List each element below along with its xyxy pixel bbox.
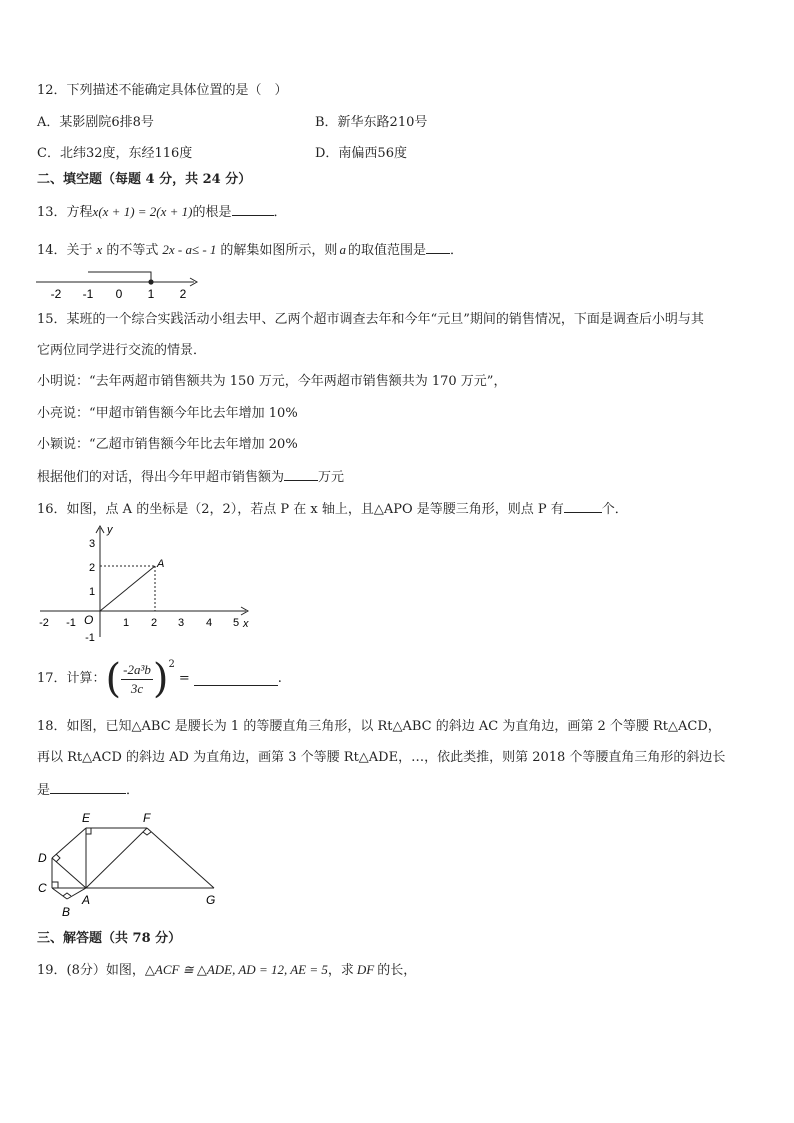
q18-label-c: C	[38, 881, 47, 895]
q16-stem-text: 16．如图，点 A 的坐标是（2，2），若点 P 在 x 轴上，且△APO 是等腰三角形，则点 P 有	[37, 502, 564, 517]
q18-line-3-text: 是	[37, 783, 51, 798]
q17-left-paren: (	[105, 656, 122, 702]
q18-label-d: D	[38, 851, 47, 865]
q12-stem: 12．下列描述不能确定具体位置的是（ ）	[37, 83, 288, 98]
q18-line-3	[37, 780, 139, 800]
q16-x-tick-4: 4	[205, 617, 213, 629]
q16-stem	[37, 499, 628, 519]
q16-stem-end: 个．	[601, 502, 628, 517]
q14-inequality: 2x - a≤ - 1	[162, 242, 217, 257]
q19-segment-df: DF	[356, 962, 375, 977]
q17	[37, 654, 282, 705]
q14-number-line	[34, 268, 204, 302]
q14-answer-blank[interactable]	[426, 240, 450, 254]
q16-origin-label: O	[84, 613, 94, 627]
q16-x-tick-1: 1	[122, 617, 130, 629]
q14-tick-2: 2	[179, 287, 187, 301]
q16-y-label: y	[107, 524, 113, 536]
q19	[37, 961, 416, 980]
q17-denominator: 3c	[130, 680, 144, 696]
q16-coordinate-figure	[34, 522, 256, 646]
q16-point-a-label: A	[157, 558, 165, 570]
q18-triangle-figure	[34, 806, 234, 924]
q16-x-tick--2: -2	[39, 617, 49, 629]
q16-x-tick-3: 3	[177, 617, 185, 629]
q15-line-5: 小颖说：“乙超市销售额今年比去年增加 20%	[37, 437, 298, 452]
q12-option-b: B．新华东路210号	[315, 115, 428, 130]
q15-line-6-text: 根据他们的对话，得出今年甲超市销售额为	[37, 470, 285, 485]
q16-y-tick-3: 3	[88, 538, 96, 550]
q13-answer-blank[interactable]	[232, 202, 274, 216]
q14-end: ．	[449, 243, 463, 258]
q16-x-tick-2: 2	[150, 617, 158, 629]
q15-line-6-unit: 万元	[318, 470, 345, 485]
q15-line-1: 15．某班的一个综合实践活动小组去甲、乙两个超市调查去年和今年“元旦”期间的销售情况，下面是调查后小明与其	[37, 312, 704, 327]
q13-number: 13．方程	[37, 205, 93, 220]
q17-right-paren: )	[152, 656, 169, 702]
q13-end: ．	[273, 205, 287, 220]
q16-answer-blank[interactable]	[564, 499, 602, 513]
q14-tick-1: 1	[147, 287, 155, 301]
q18-line-3-end: ．	[126, 783, 140, 798]
q14-text-3: 的解集如图所示，则	[220, 243, 338, 258]
q14	[37, 240, 463, 260]
q19-prefix: 19．(8分）如图，	[37, 963, 145, 978]
q15-line-3: 小明说：“去年两超市销售额共为 150 万元，今年两超市销售额共为 170 万元”，	[37, 374, 507, 389]
q17-fraction	[121, 661, 153, 698]
q18-label-e: E	[82, 811, 91, 825]
q17-end: .	[277, 671, 282, 686]
q18-line-1: 18．如图，已知△ABC 是腰长为 1 的等腰直角三角形，以 Rt△ABC 的斜边 AC 为直角边，画第 2 个等腰 Rt△ACD，	[37, 719, 721, 734]
q18-answer-blank[interactable]	[50, 780, 126, 794]
q14-text-2: 的不等式	[106, 243, 159, 258]
q14-tick-0: 0	[115, 287, 123, 301]
q16-x-label: x	[243, 618, 249, 630]
q15-line-2: 它两位同学进行交流的情景．	[37, 343, 207, 358]
q14-var-a: a	[339, 242, 346, 257]
q18-label-b: B	[62, 905, 71, 919]
q13	[37, 202, 287, 222]
q18-label-g: G	[206, 893, 216, 907]
q18-label-a: A	[82, 893, 91, 907]
q15-line-4: 小亮说：“甲超市销售额今年比去年增加 10%	[37, 406, 298, 421]
q16-x-tick-5: 5	[232, 617, 240, 629]
q15-line-6	[37, 467, 344, 487]
q16-y-tick-1: 1	[88, 586, 96, 598]
q14-text-4: 的取值范围是	[347, 243, 426, 258]
q17-equals: =	[178, 671, 190, 686]
q14-var-x: x	[96, 242, 103, 257]
q17-numerator: -2a³b	[121, 661, 153, 680]
q14-text-1: 14．关于	[37, 243, 93, 258]
q14-tick--1: -1	[82, 287, 94, 301]
section-2-heading: 二、填空题（每题 4 分，共 24 分）	[37, 172, 252, 187]
q17-exponent: 2	[168, 659, 175, 670]
q12-option-a: A．某影剧院6排8号	[37, 115, 154, 130]
q15-answer-blank[interactable]	[284, 467, 318, 481]
q16-y-tick-2: 2	[88, 562, 96, 574]
q17-prefix: 17．计算：	[37, 671, 106, 686]
q17-answer-blank[interactable]	[194, 672, 278, 686]
q12-option-d: D．南偏西56度	[315, 146, 407, 161]
q18-label-f: F	[143, 811, 151, 825]
q16-x-tick--1: -1	[66, 617, 76, 629]
q13-text: 的根是	[192, 205, 232, 220]
q19-expression: △ACF ≅ △ADE, AD = 12, AE = 5	[144, 962, 328, 977]
section-3-heading: 三、解答题（共 78 分）	[37, 931, 182, 946]
q16-y-tick--1: -1	[85, 632, 95, 644]
q14-tick--2: -2	[50, 287, 62, 301]
q18-line-2: 再以 Rt△ACD 的斜边 AD 为直角边，画第 3 个等腰 Rt△ADE，…，依此类推，则第 2018 个等腰直角三角形的斜边长	[37, 750, 726, 765]
q13-equation: x(x + 1) = 2(x + 1)	[92, 204, 193, 219]
q19-mid: ，求	[327, 963, 354, 978]
q19-end: 的长，	[377, 963, 417, 978]
q12-option-c: C．北纬32度，东经116度	[37, 146, 193, 161]
